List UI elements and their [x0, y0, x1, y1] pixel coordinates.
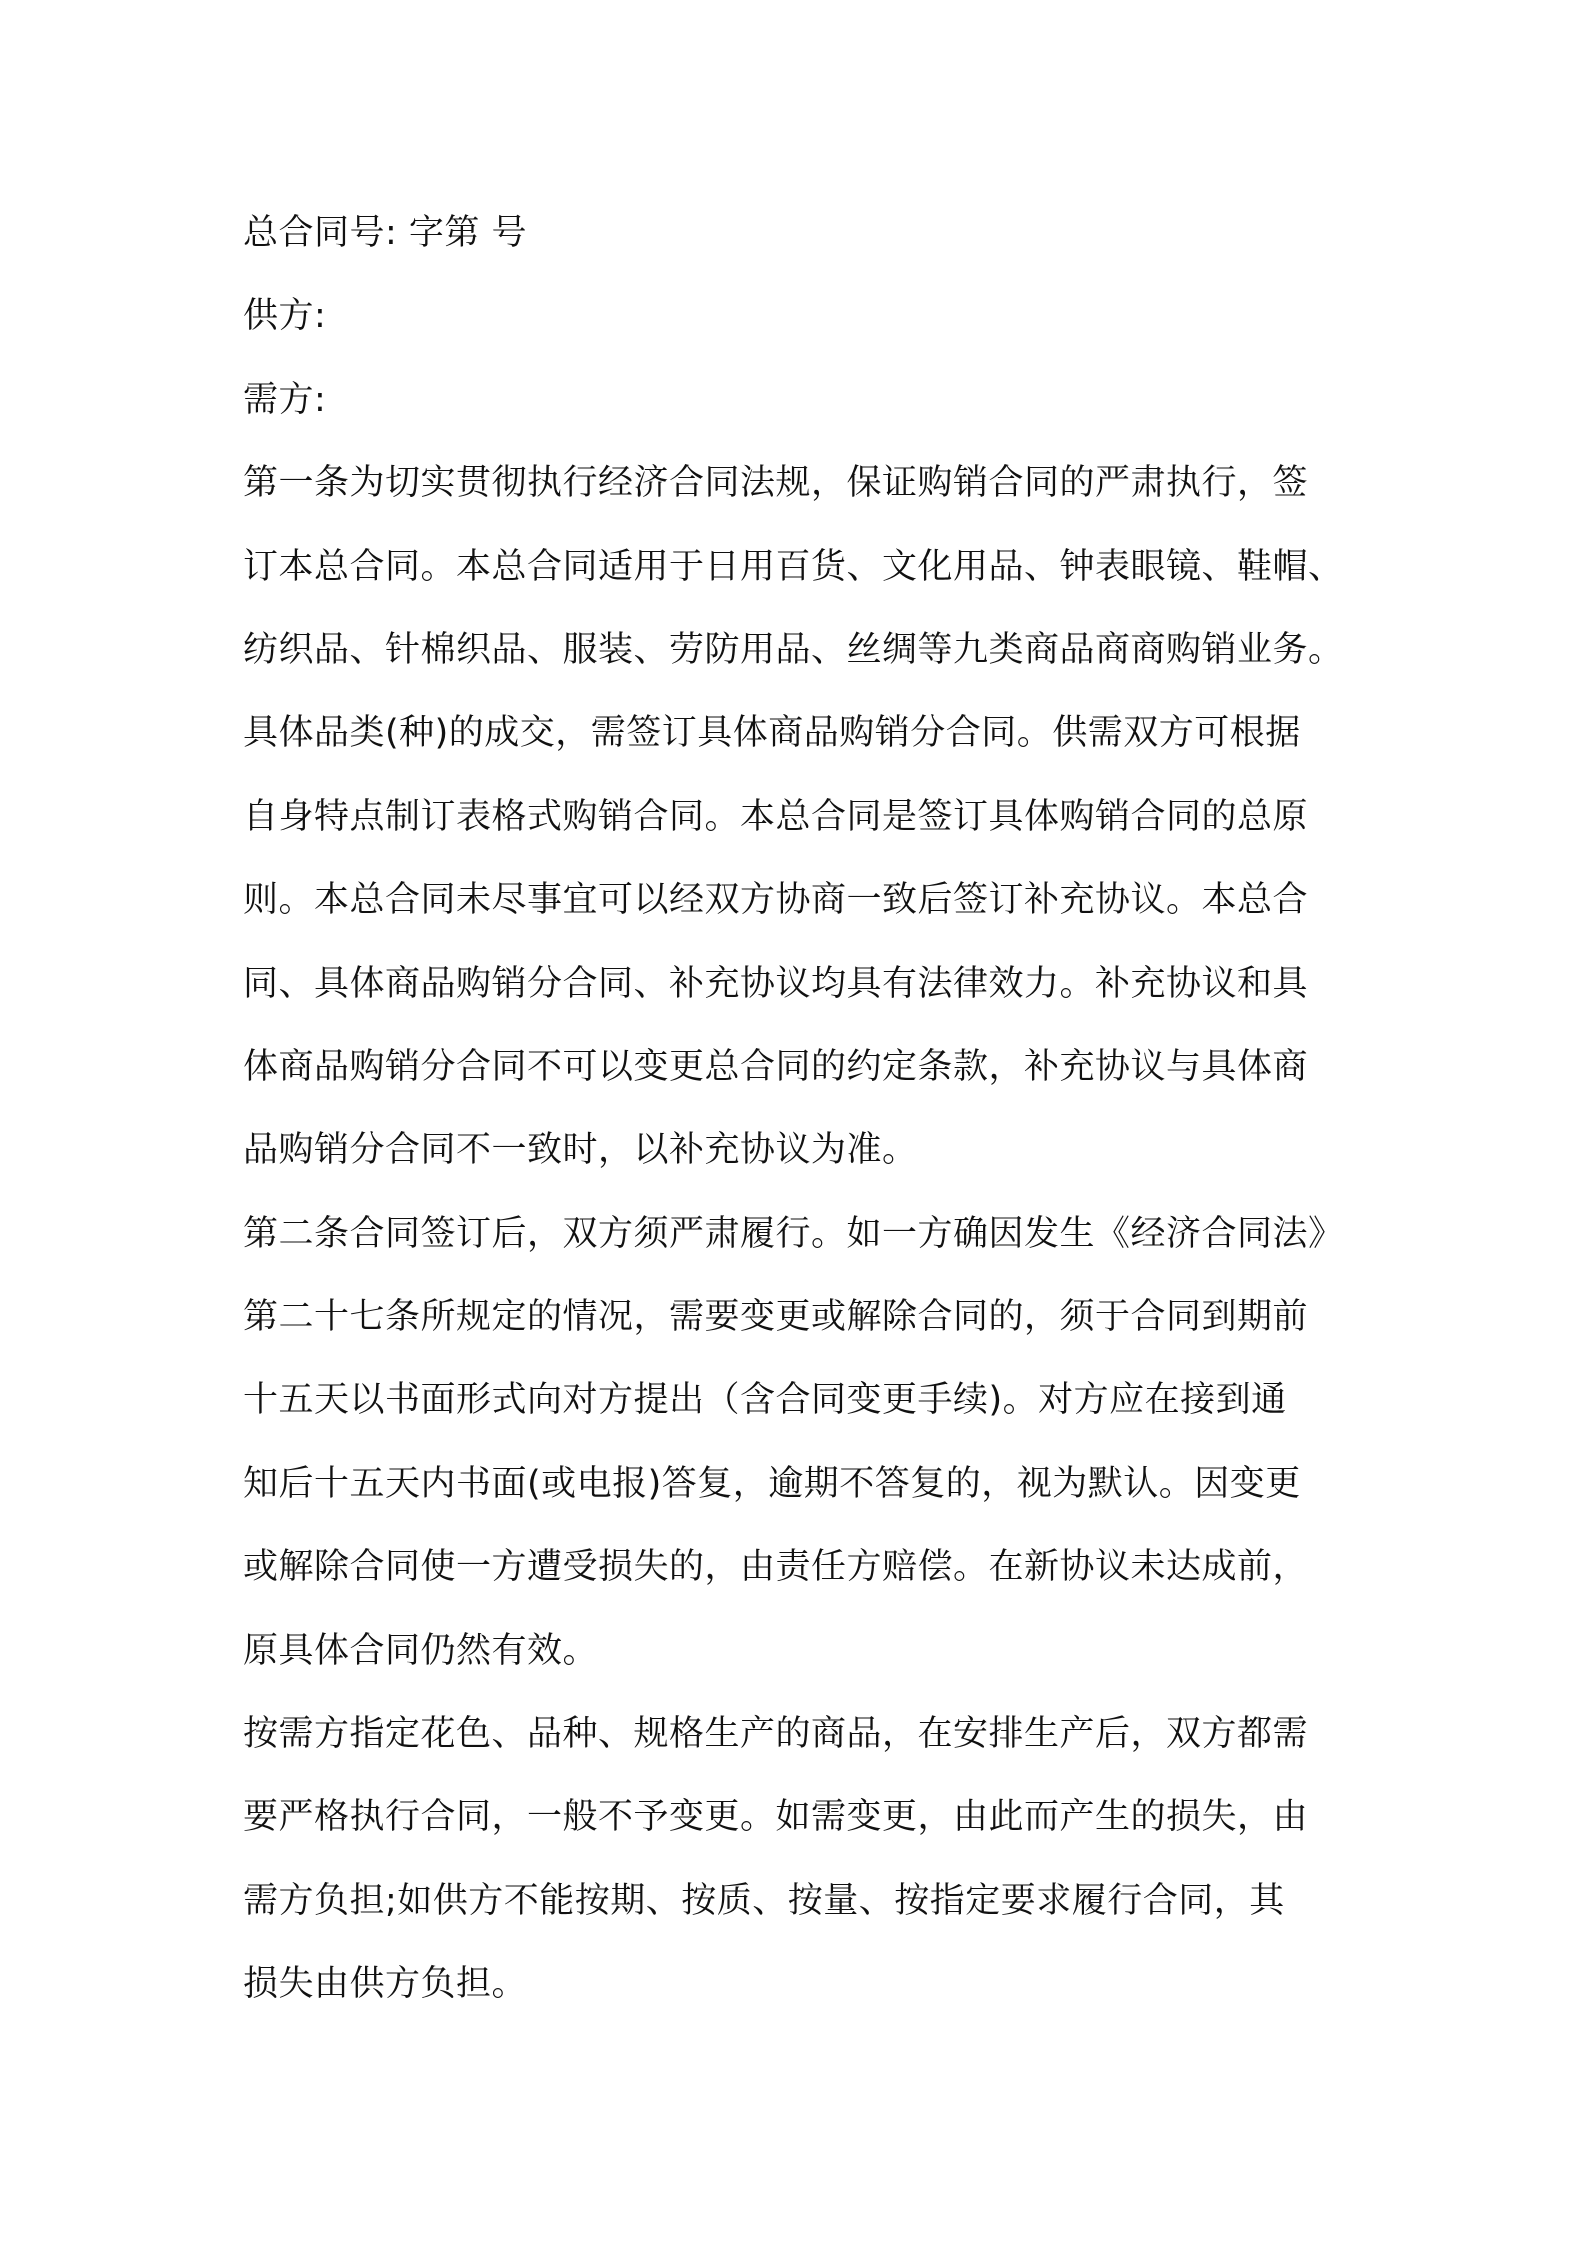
- article-1-line: 具体品类(种)的成交，需签订具体商品购销分合同。供需双方可根据: [243, 713, 1301, 754]
- article-1-line: 第一条为切实贯彻执行经济合同法规，保证购销合同的严肃执行，签: [243, 463, 1309, 504]
- article-2-line: 原具体合同仍然有效。: [243, 1630, 599, 1671]
- article-1-line: 同、具体商品购销分合同、补充协议均具有法律效力。补充协议和具: [243, 963, 1309, 1004]
- buyer-line: 需方:: [243, 379, 327, 420]
- article-2: [243, 1193, 1361, 1693]
- article-1-line: 纺织品、针棉织品、服装、劳防用品、丝绸等九类商品商商购销业务。: [243, 629, 1344, 670]
- article-1-line: 订本总合同。本总合同适用于日用百货、文化用品、钟表眼镜、鞋帽、: [243, 546, 1344, 587]
- article-1: [243, 442, 1361, 1193]
- paragraph-3-line: 损失由供方负担。: [243, 1964, 528, 2005]
- paragraph-3-line: 要严格执行合同，一般不予变更。如需变更，由此而产生的损失，由: [243, 1797, 1309, 1838]
- article-2-line: 知后十五天内书面(或电报)答复，逾期不答复的，视为默认。因变更: [243, 1463, 1301, 1504]
- article-1-line: 体商品购销分合同不可以变更总合同的约定条款，补充协议与具体商: [243, 1046, 1309, 1087]
- article-2-line: 第二条合同签订后，双方须严肃履行。如一方确因发生《经济合同法》: [243, 1213, 1344, 1254]
- article-2-line: 第二十七条所规定的情况，需要变更或解除合同的，须于合同到期前: [243, 1297, 1309, 1338]
- contract-number-line: 总合同号: 字第 号: [243, 213, 528, 253]
- paragraph-3: [243, 1693, 1361, 2027]
- article-2-line: 或解除合同使一方遭受损失的，由责任方赔偿。在新协议未达成前，: [243, 1547, 1309, 1588]
- article-1-line: 品购销分合同不一致时，以补充协议为准。: [243, 1130, 918, 1171]
- document-body: [243, 192, 1361, 2027]
- paragraph-3-line: 按需方指定花色、品种、规格生产的商品，在安排生产后，双方都需: [243, 1714, 1309, 1755]
- article-2-line: 十五天以书面形式向对方提出（含合同变更手续)。对方应在接到通: [243, 1380, 1287, 1421]
- article-1-line: 则。本总合同未尽事宜可以经双方协商一致后签订补充协议。本总合: [243, 880, 1309, 921]
- paragraph-3-line: 需方负担;如供方不能按期、按质、按量、按指定要求履行合同，其: [243, 1880, 1285, 1921]
- article-1-line: 自身特点制订表格式购销合同。本总合同是签订具体购销合同的总原: [243, 796, 1309, 837]
- supplier-line: 供方:: [243, 296, 327, 337]
